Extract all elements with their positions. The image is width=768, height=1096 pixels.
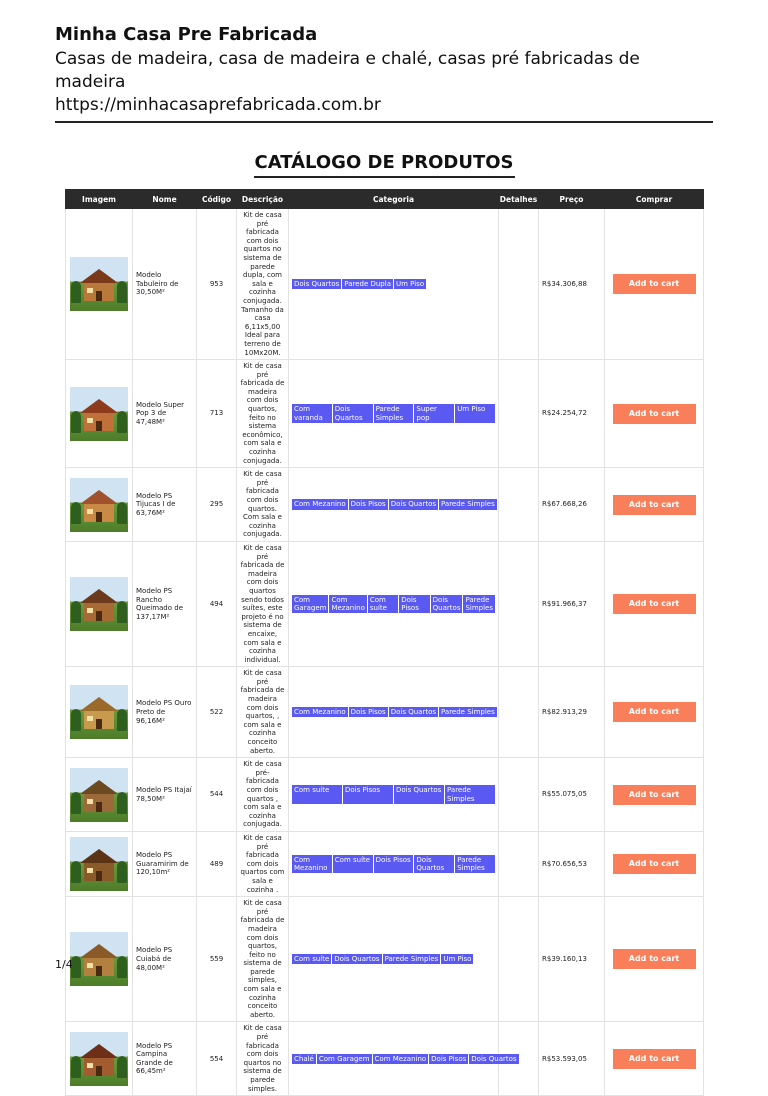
category-tag-list: [292, 404, 495, 422]
product-name: Modelo Tabuleiro de 30,50M²: [133, 209, 197, 360]
category-tag[interactable]: Dois Quartos: [414, 855, 454, 873]
catalog-title: CATÁLOGO DE PRODUTOS: [254, 150, 515, 178]
category-tag[interactable]: Dois Quartos: [333, 404, 373, 422]
category-tag[interactable]: Com Mezanino: [331, 595, 365, 613]
product-buy-cell: [605, 1022, 704, 1096]
product-image-cell: [66, 209, 133, 360]
category-tag[interactable]: Dois Pisos: [374, 855, 414, 873]
site-url[interactable]: https://minhacasaprefabricada.com.br: [55, 95, 381, 115]
product-categories: [289, 831, 499, 896]
category-tag-list: [292, 499, 495, 509]
table-row: [66, 758, 704, 832]
product-code: 544: [197, 758, 237, 832]
category-tag-list: [292, 279, 495, 289]
product-name: Modelo Super Pop 3 de 47,48M²: [133, 360, 197, 468]
category-tag[interactable]: Parede Simples: [374, 404, 414, 422]
product-description: Kit de casa pré-fabricada com dois quartos , com sala e cozinha conjugada.: [237, 758, 289, 832]
product-price: R$91.966,37: [539, 541, 605, 666]
catalog-title-wrapper: [0, 150, 768, 178]
table-row: [66, 209, 704, 360]
product-image-cell: [66, 667, 133, 758]
page-number: 1/4: [55, 958, 73, 971]
add-to-cart-button[interactable]: Add to cart: [613, 949, 696, 969]
product-categories: [289, 758, 499, 832]
product-image-cell: [66, 758, 133, 832]
category-tag[interactable]: Parede Simples: [384, 955, 439, 964]
category-tag[interactable]: Com suíte: [333, 855, 373, 873]
product-price: R$70.656,53: [539, 831, 605, 896]
category-tag[interactable]: Dois Quartos: [334, 955, 380, 964]
category-tag-list: [292, 595, 495, 613]
product-price: R$82.913,29: [539, 667, 605, 758]
product-thumbnail[interactable]: [70, 685, 128, 739]
product-image-cell: [66, 468, 133, 542]
category-tag[interactable]: Com Mezanino: [294, 500, 346, 509]
category-tag[interactable]: Dois Quartos: [294, 279, 340, 288]
product-price: R$53.593,05: [539, 1022, 605, 1096]
product-image-cell: [66, 831, 133, 896]
category-tag[interactable]: Um Piso: [455, 404, 495, 422]
product-details: [499, 468, 539, 542]
category-tag[interactable]: Com Mezanino: [374, 1054, 427, 1063]
product-description: Kit de casa pré fabricada com dois quartos no sistema de parede simples.: [237, 1022, 289, 1096]
category-tag[interactable]: Dois Pisos: [431, 1054, 467, 1063]
category-tag[interactable]: Com varanda: [292, 404, 332, 422]
category-tag[interactable]: Com suíte: [368, 595, 398, 613]
product-description: Kit de casa pré fabricada com dois quartos. Com sala e cozinha conjugada.: [237, 468, 289, 542]
add-to-cart-button[interactable]: Add to cart: [613, 404, 696, 424]
category-tag[interactable]: Super pop: [414, 404, 454, 422]
product-thumbnail[interactable]: [70, 478, 128, 532]
product-price: R$67.668,26: [539, 468, 605, 542]
product-name: Modelo PS Itajaí 78,50M²: [133, 758, 197, 832]
product-buy-cell: [605, 209, 704, 360]
col-descricao: Descrição: [237, 190, 289, 209]
product-details: [499, 758, 539, 832]
site-title: Minha Casa Pre Fabricada: [55, 24, 318, 45]
category-tag[interactable]: Parede Simples: [445, 785, 495, 803]
product-thumbnail[interactable]: [70, 387, 128, 441]
col-nome: Nome: [133, 190, 197, 209]
product-description: Kit de casa pré fabricada de madeira com dois quartos, feito no sistema econômico, com sala e cozinha conjugada.: [237, 360, 289, 468]
product-name: Modelo PS Ouro Preto de 96,16M²: [133, 667, 197, 758]
product-name: Modelo PS Cuiabá de 48,00M²: [133, 897, 197, 1022]
col-categoria: Categoria: [289, 190, 499, 209]
product-description: Kit de casa pré fabricada de madeira com dois quartos, , com sala e cozinha conceito aberto.: [237, 667, 289, 758]
product-thumbnail[interactable]: [70, 837, 128, 891]
table-row: [66, 541, 704, 666]
col-preco: Preço: [539, 190, 605, 209]
product-categories: [289, 897, 499, 1022]
table-row: [66, 897, 704, 1022]
add-to-cart-button[interactable]: Add to cart: [613, 274, 696, 294]
category-tag[interactable]: Dois Quartos: [390, 708, 436, 717]
add-to-cart-button[interactable]: Add to cart: [613, 785, 696, 805]
product-description: Kit de casa pré fabricada com dois quartos com sala e cozinha .: [237, 831, 289, 896]
product-code: 489: [197, 831, 237, 896]
product-code: 713: [197, 360, 237, 468]
product-buy-cell: [605, 541, 704, 666]
category-tag[interactable]: Com suíte: [294, 955, 330, 964]
product-categories: [289, 360, 499, 468]
category-tag[interactable]: Dois Quartos: [432, 595, 461, 613]
category-tag[interactable]: Parede Simples: [455, 855, 495, 873]
product-categories: [289, 1022, 517, 1096]
product-buy-cell: [605, 758, 704, 832]
product-name: Modelo PS Campina Grande de 66,45m²: [133, 1022, 197, 1096]
category-tag[interactable]: Com Mezanino: [292, 855, 332, 873]
table-row: [66, 667, 704, 758]
product-price: R$39.160,13: [539, 897, 605, 1022]
product-image-cell: [66, 541, 133, 666]
category-tag[interactable]: Dois Quartos: [394, 785, 444, 803]
product-price: R$34.306,88: [539, 209, 605, 360]
product-thumbnail[interactable]: [70, 932, 128, 986]
category-tag-list: [292, 785, 495, 803]
product-description: Kit de casa pré fabricada de madeira com dois quartos, feito no sistema de parede simples, com sala e cozinha conceito aberto.: [237, 897, 289, 1022]
col-comprar: Comprar: [605, 190, 704, 209]
product-name: Modelo PS Rancho Queimado de 137,17M²: [133, 541, 197, 666]
header-divider: [55, 121, 713, 123]
product-code: 295: [197, 468, 237, 542]
product-buy-cell: [605, 897, 704, 1022]
col-codigo: Código: [197, 190, 237, 209]
table-row: [66, 1022, 704, 1096]
product-details: [499, 897, 539, 1022]
product-buy-cell: [605, 831, 704, 896]
category-tag[interactable]: Com suíte: [292, 785, 342, 803]
category-tag[interactable]: Parede Simples: [465, 595, 494, 613]
product-rows: [66, 209, 704, 1096]
product-price: R$24.254,72: [539, 360, 605, 468]
table-row: [66, 360, 704, 468]
product-code: 554: [197, 1022, 237, 1096]
add-to-cart-button[interactable]: Add to cart: [613, 495, 696, 515]
product-details: [499, 209, 539, 360]
product-categories: [289, 468, 499, 542]
product-image-cell: [66, 360, 133, 468]
product-name: Modelo PS Tijucas I de 63,76M²: [133, 468, 197, 542]
category-tag[interactable]: Dois Quartos: [390, 500, 436, 509]
product-details: [499, 831, 539, 896]
product-image-cell: [66, 1022, 133, 1096]
product-buy-cell: [605, 360, 704, 468]
products-table: [65, 189, 704, 1096]
product-price: R$55.075,05: [539, 758, 605, 832]
category-tag[interactable]: Chalé: [294, 1054, 314, 1063]
category-tag[interactable]: Um Piso: [443, 955, 472, 964]
product-description: Kit de casa pré fabricada de madeira com dois quartos sendo todos suítes, este projeto é no sistema de encaixe, com sala e cozinha individual.: [237, 541, 289, 666]
product-categories: [289, 209, 499, 360]
product-code: 522: [197, 667, 237, 758]
site-description: Casas de madeira, casa de madeira e chalé, casas pré fabricadas de madeira: [55, 49, 640, 92]
product-thumbnail[interactable]: [70, 1032, 128, 1086]
category-tag[interactable]: Dois Pisos: [350, 500, 386, 509]
category-tag-list: [292, 954, 495, 964]
category-tag[interactable]: Parede Simples: [441, 708, 495, 717]
product-categories: [289, 667, 499, 758]
category-tag[interactable]: Dois Pisos: [343, 785, 393, 803]
table-row: [66, 831, 704, 896]
product-details: [499, 360, 539, 468]
category-tag[interactable]: Dois Pisos: [399, 595, 429, 613]
product-thumbnail[interactable]: [70, 257, 128, 311]
site-header: [55, 22, 713, 117]
product-categories: [289, 541, 499, 666]
product-thumbnail[interactable]: [70, 768, 128, 822]
category-tag[interactable]: Dois Pisos: [350, 708, 386, 717]
product-details: [499, 667, 539, 758]
category-tag-list: [292, 1054, 517, 1064]
add-to-cart-button[interactable]: Add to cart: [613, 854, 696, 874]
add-to-cart-button[interactable]: Add to cart: [613, 702, 696, 722]
table-header-row: [66, 190, 704, 209]
category-tag-list: [292, 855, 495, 873]
product-buy-cell: [605, 468, 704, 542]
product-code: 494: [197, 541, 237, 666]
category-tag[interactable]: Parede Dupla: [344, 279, 391, 288]
category-tag[interactable]: Parede Simples: [441, 500, 495, 509]
product-details: [499, 541, 539, 666]
table-row: [66, 468, 704, 542]
category-tag[interactable]: Com Garagem: [318, 1054, 370, 1063]
product-code: 953: [197, 209, 237, 360]
add-to-cart-button[interactable]: Add to cart: [613, 594, 696, 614]
category-tag-list: [292, 707, 495, 717]
add-to-cart-button[interactable]: Add to cart: [613, 1049, 696, 1069]
category-tag[interactable]: Com Garagem: [294, 595, 327, 613]
category-tag[interactable]: Com Mezanino: [294, 708, 346, 717]
product-description: Kit de casa pré fabricada com dois quartos no sistema de parede dupla, com sala e cozinha conjugada. Tamanho da casa 6,11x5,00 Ideal para terreno de 10Mx20M.: [237, 209, 289, 360]
product-thumbnail[interactable]: [70, 577, 128, 631]
product-image-cell: [66, 897, 133, 1022]
col-detalhes: Detalhes: [499, 190, 539, 209]
category-tag[interactable]: Dois Quartos: [471, 1054, 517, 1063]
product-code: 559: [197, 897, 237, 1022]
product-name: Modelo PS Guaramirim de 120,10m²: [133, 831, 197, 896]
product-buy-cell: [605, 667, 704, 758]
category-tag[interactable]: Um Piso: [396, 279, 425, 288]
col-imagem: Imagem: [66, 190, 133, 209]
